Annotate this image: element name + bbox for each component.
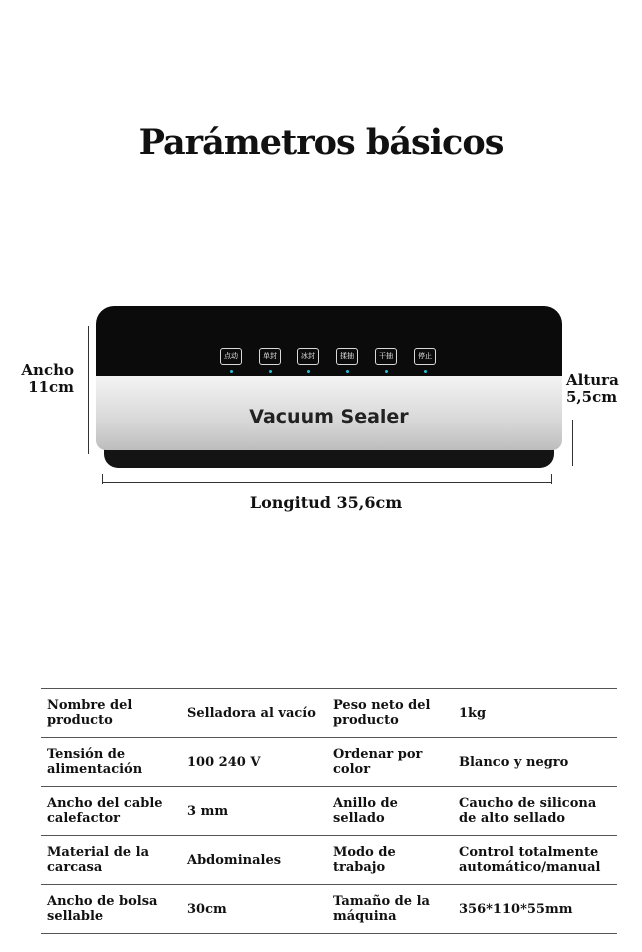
length-bracket-tick-left xyxy=(102,474,103,484)
device-button-seal: 单封 xyxy=(259,348,281,365)
page-title: Parámetros básicos xyxy=(138,122,504,163)
width-value: 11cm xyxy=(28,378,74,396)
spec-value: Caucho de silicona de alto sellado xyxy=(453,787,617,836)
spec-table xyxy=(41,688,617,934)
spec-label: Ordenar por color xyxy=(327,738,453,787)
width-bracket-line xyxy=(88,326,89,454)
spec-value: Abdominales xyxy=(181,836,327,885)
spec-label: Nombre del producto xyxy=(41,689,181,738)
spec-label: Tensión de alimentación xyxy=(41,738,181,787)
device-led xyxy=(346,370,349,373)
width-label: Ancho xyxy=(21,361,74,379)
width-dimension xyxy=(18,362,74,396)
spec-label: Peso neto del producto xyxy=(327,689,453,738)
spec-label: Anillo de sellado xyxy=(327,787,453,836)
device-button-dry: 干抽 xyxy=(375,348,397,365)
device-led xyxy=(269,370,272,373)
device-led xyxy=(307,370,310,373)
length-bracket-tick-right xyxy=(551,474,552,484)
spec-value: 356*110*55mm xyxy=(453,885,617,934)
spec-value: Control totalmente automático/manual xyxy=(453,836,617,885)
spec-value: 3 mm xyxy=(181,787,327,836)
spec-value: Blanco y negro xyxy=(453,738,617,787)
table-row xyxy=(41,689,617,738)
spec-value: 30cm xyxy=(181,885,327,934)
device-label: Vacuum Sealer xyxy=(249,406,409,428)
height-dimension xyxy=(566,372,619,406)
spec-value: Selladora al vacío xyxy=(181,689,327,738)
device-led xyxy=(424,370,427,373)
table-row xyxy=(41,885,617,934)
table-row xyxy=(41,836,617,885)
length-bracket-line xyxy=(102,482,552,483)
table-row xyxy=(41,738,617,787)
device-button-frozen: 冰封 xyxy=(297,348,319,365)
device-control-panel xyxy=(96,306,562,376)
spec-label: Tamaño de la máquina xyxy=(327,885,453,934)
length-label: Longitud 35,6cm xyxy=(249,493,403,512)
vacuum-sealer-image xyxy=(96,306,562,470)
spec-label: Ancho de bolsa sellable xyxy=(41,885,181,934)
height-label: Altura xyxy=(566,371,619,389)
height-bracket-line xyxy=(572,420,573,466)
spec-label: Modo de trabajo xyxy=(327,836,453,885)
device-button-stop: 停止 xyxy=(414,348,436,365)
height-value: 5,5cm xyxy=(566,388,618,406)
spec-value: 1kg xyxy=(453,689,617,738)
spec-label: Ancho del cable calefactor xyxy=(41,787,181,836)
table-row xyxy=(41,787,617,836)
spec-value: 100 240 V xyxy=(181,738,327,787)
device-led xyxy=(385,370,388,373)
device-button-moist: 揉抽 xyxy=(336,348,358,365)
device-button-pulse: 点动 xyxy=(220,348,242,365)
device-led xyxy=(230,370,233,373)
spec-label: Material de la carcasa xyxy=(41,836,181,885)
